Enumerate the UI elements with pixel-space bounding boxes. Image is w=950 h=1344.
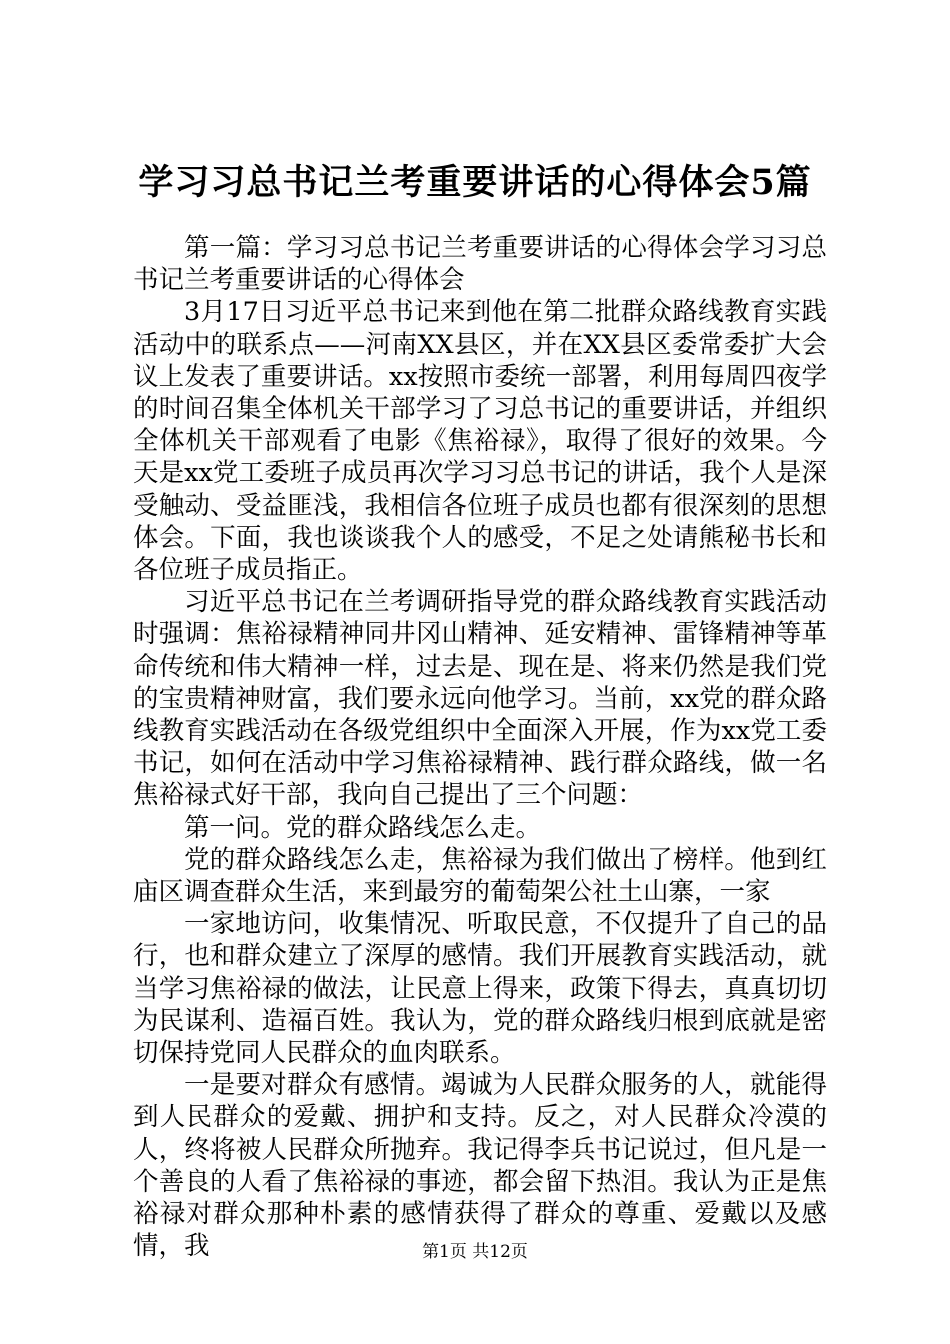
- paragraph: 一家地访问，收集情况、听取民意，不仅提升了自己的品行，也和群众建立了深厚的感情。我们开展教育实践活动，就当学习焦裕禄的做法，让民意上得来，政策下得去，真真切切为民谋利、造福百姓。我认为，党的群众路线归根到底就是密切保持党同人民群众的血肉联系。: [133, 909, 827, 1069]
- paragraph: 3月17日习近平总书记来到他在第二批群众路线教育实践活动中的联系点——河南XX县区，并在XX县区委常委扩大会议上发表了重要讲话。xx按照市委统一部署，利用每周四夜学的时间召集全体机关干部学习了习总书记的重要讲话，并组织全体机关干部观看了电影《焦裕禄》，取得了很好的效果。今天是xx党工委班子成员再次学习习总书记的讲话，我个人是深受触动、受益匪浅，我相信各位班子成员也都有很深刻的思想体会。下面，我也谈谈我个人的感受，不足之处请熊秘书长和各位班子成员指正。: [133, 297, 827, 586]
- paragraph: 第一篇：学习习总书记兰考重要讲话的心得体会学习习总书记兰考重要讲话的心得体会: [133, 233, 827, 296]
- document-body: [133, 232, 827, 1263]
- paragraph: 党的群众路线怎么走，焦裕禄为我们做出了榜样。他到红庙区调查群众生活，来到最穷的葡萄架公社土山寨，一家: [133, 844, 827, 908]
- paragraph: 一是要对群众有感情。竭诚为人民群众服务的人，就能得到人民群众的爱戴、拥护和支持。反之，对人民群众冷漠的人，终将被人民群众所抛弃。我记得李兵书记说过，但凡是一个善良的人看了焦裕禄的事迹，都会留下热泪。我认为正是焦裕禄对群众那种朴素的感情获得了群众的尊重、爱戴以及感情，我: [133, 1070, 827, 1262]
- paragraph: 习近平总书记在兰考调研指导党的群众路线教育实践活动时强调：焦裕禄精神同井冈山精神、延安精神、雷锋精神等革命传统和伟大精神一样，过去是、现在是、将来仍然是我们党的宝贵精神财富，我们要永远向他学习。当前，xx党的群众路线教育实践活动在各级党组织中全面深入开展，作为xx党工委书记，如何在活动中学习焦裕禄精神、践行群众路线，做一名焦裕禄式好干部，我向自己提出了三个问题：: [133, 587, 827, 811]
- paragraph: 第一问。党的群众路线怎么走。: [184, 812, 542, 843]
- page-number-footer: 第1页 共12页: [422, 1242, 528, 1262]
- document-title: 学习习总书记兰考重要讲话的心得体会5篇: [138, 162, 812, 203]
